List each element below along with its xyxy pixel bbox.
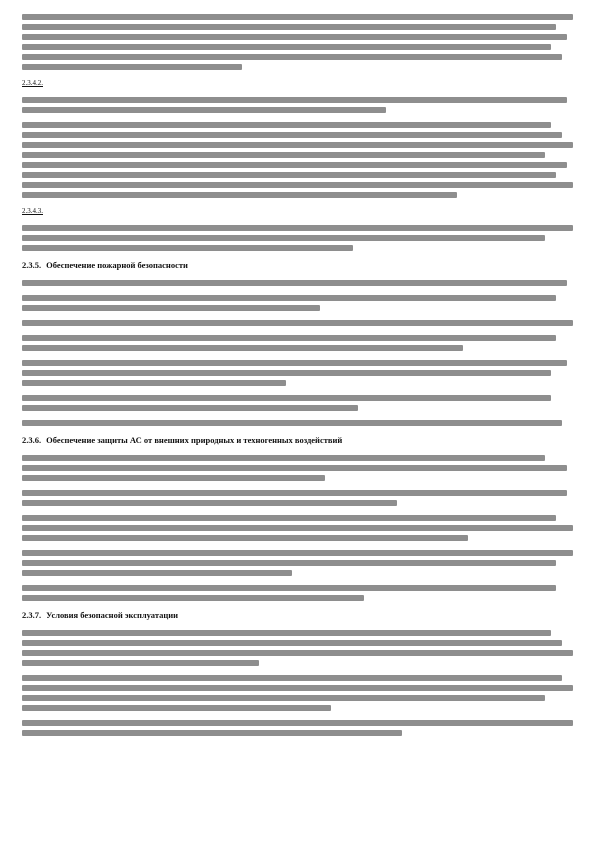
body-paragraph — [22, 585, 573, 601]
text-line — [22, 570, 292, 576]
body-paragraph — [22, 225, 573, 251]
text-line — [22, 685, 573, 691]
text-line — [22, 97, 567, 103]
text-line — [22, 695, 545, 701]
text-line — [22, 675, 562, 681]
text-line — [22, 660, 259, 666]
text-line — [22, 455, 545, 461]
text-line — [22, 475, 325, 481]
text-line — [22, 132, 562, 138]
text-line — [22, 320, 573, 326]
text-line — [22, 64, 242, 70]
text-line — [22, 245, 353, 251]
text-line — [22, 630, 551, 636]
text-line — [22, 490, 567, 496]
text-line — [22, 192, 457, 198]
body-paragraph — [22, 97, 573, 113]
text-line — [22, 650, 573, 656]
text-line — [22, 360, 567, 366]
body-paragraph — [22, 395, 573, 411]
section-heading — [22, 435, 573, 446]
body-paragraph — [22, 335, 573, 351]
text-line — [22, 280, 567, 286]
body-paragraph — [22, 14, 573, 70]
text-line — [22, 14, 573, 20]
text-line — [22, 24, 556, 30]
text-line — [22, 380, 286, 386]
body-paragraph — [22, 720, 573, 736]
text-line — [22, 305, 320, 311]
text-line — [22, 395, 551, 401]
body-paragraph — [22, 490, 573, 506]
text-line — [22, 730, 402, 736]
text-line — [22, 162, 567, 168]
text-line — [22, 335, 556, 341]
text-line — [22, 595, 364, 601]
body-paragraph — [22, 455, 573, 481]
text-line — [22, 122, 551, 128]
text-line — [22, 560, 556, 566]
text-line — [22, 370, 551, 376]
section-number: 2.3.4.3. — [22, 207, 43, 215]
text-line — [22, 550, 573, 556]
body-paragraph — [22, 280, 573, 286]
body-paragraph — [22, 122, 573, 198]
text-line — [22, 235, 545, 241]
section-title: Обеспечение пожарной безопасности — [46, 260, 188, 270]
text-line — [22, 420, 562, 426]
body-paragraph — [22, 630, 573, 666]
text-line — [22, 705, 331, 711]
section-title: Обеспечение защиты АС от внешних природных и техногенных воздействий — [46, 435, 343, 445]
text-line — [22, 640, 562, 646]
body-paragraph — [22, 515, 573, 541]
section-number: 2.3.4.2. — [22, 79, 43, 87]
text-line — [22, 152, 545, 158]
section-heading — [22, 610, 573, 621]
text-line — [22, 54, 562, 60]
text-line — [22, 525, 573, 531]
text-line — [22, 182, 573, 188]
body-paragraph — [22, 295, 573, 311]
text-line — [22, 142, 573, 148]
section-number: 2.3.6. — [22, 435, 42, 445]
section-number: 2.3.7. — [22, 610, 42, 620]
text-line — [22, 465, 567, 471]
text-line — [22, 295, 556, 301]
section-title: Условия безопасной эксплуатации — [46, 610, 179, 620]
text-line — [22, 34, 567, 40]
text-line — [22, 345, 463, 351]
section-heading — [22, 260, 573, 271]
text-line — [22, 225, 573, 231]
text-line — [22, 44, 551, 50]
section-number: 2.3.5. — [22, 260, 42, 270]
subsection-heading — [22, 207, 573, 216]
text-line — [22, 405, 358, 411]
text-line — [22, 515, 556, 521]
body-paragraph — [22, 360, 573, 386]
body-paragraph — [22, 675, 573, 711]
body-paragraph — [22, 320, 573, 326]
body-paragraph — [22, 550, 573, 576]
text-line — [22, 107, 386, 113]
text-line — [22, 535, 468, 541]
text-line — [22, 585, 556, 591]
text-line — [22, 500, 397, 506]
text-line — [22, 172, 556, 178]
body-paragraph — [22, 420, 573, 426]
text-line — [22, 720, 573, 726]
subsection-heading — [22, 79, 573, 88]
